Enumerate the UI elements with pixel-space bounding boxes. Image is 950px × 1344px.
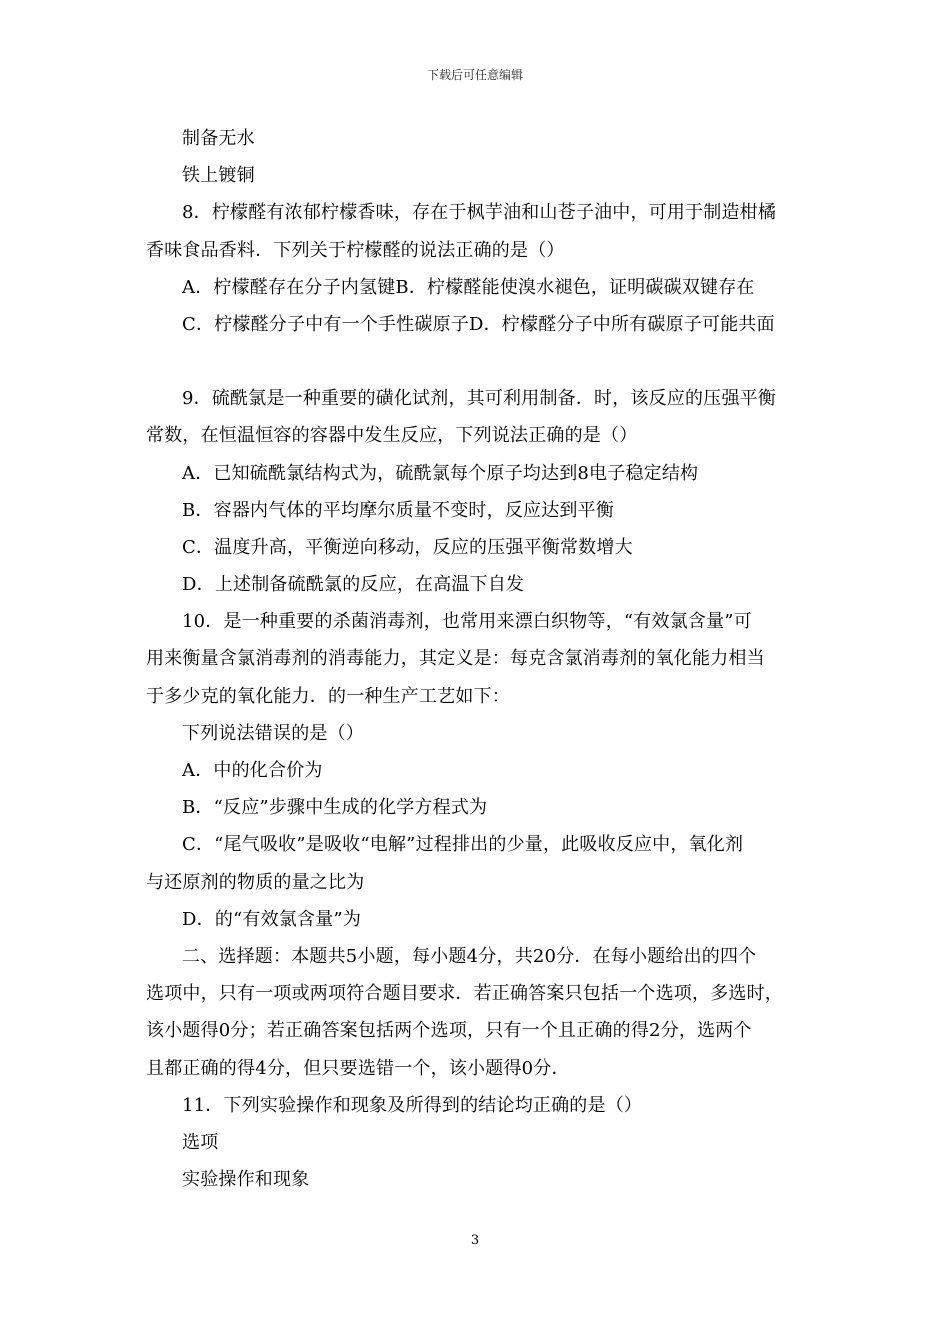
question-10-option-b: B．“反应”步骤中生成的化学方程式为 <box>182 797 488 819</box>
text-line: 制备无水 <box>182 128 255 149</box>
page-number: 3 <box>470 1233 480 1248</box>
section-2-instructions: 二、选择题：本题共5小题，每小题4分，共20分．在每小题给出的四个 <box>182 945 757 967</box>
question-10-stem: 10．是一种重要的杀菌消毒剂，也常用来漂白织物等，“有效氯含量”可 <box>182 611 752 633</box>
question-8-stem: 8．柠檬醛有浓郁柠檬香味，存在于枫芋油和山苍子油中，可用于制造柑橘 <box>182 202 777 224</box>
section-2-instructions-cont: 该小题得0分；若正确答案包括两个选项，只有一个且正确的得2分，选两个 <box>146 1020 752 1042</box>
question-8-stem-cont: 香味食品香料．下列关于柠檬醛的说法正确的是（） <box>146 239 565 261</box>
page-body <box>146 120 810 1198</box>
question-10-option-c-cont: 与还原剂的物质的量之比为 <box>146 871 365 893</box>
question-9-stem-cont: 常数，在恒温恒容的容器中发生反应，下列说法正确的是（） <box>146 425 638 447</box>
section-2-instructions-cont: 且都正确的得4分，但只要选错一个，该小题得0分． <box>146 1057 570 1079</box>
page-header: 下载后可任意编辑 <box>426 68 523 82</box>
section-2-instructions-cont: 选项中，只有一项或两项符合题目要求．若正确答案只包括一个选项，多选时， <box>146 983 783 1005</box>
table-header-operation: 实验操作和现象 <box>182 1169 310 1191</box>
question-8-options-ab: A．柠檬醛存在分子内氢键B．柠檬醛能使溴水褪色，证明碳碳双键存在 <box>182 276 755 298</box>
blank-gap <box>146 343 810 380</box>
question-9-option-a: A．已知硫酰氯结构式为，硫酰氯每个原子均达到8电子稳定结构 <box>182 462 699 484</box>
question-10-option-a: A．中的化合价为 <box>182 760 323 781</box>
question-10-stem-cont: 用来衡量含氯消毒剂的消毒能力，其定义是：每克含氯消毒剂的氧化能力相当 <box>146 648 765 670</box>
question-9-option-c: C．温度升高，平衡逆向移动，反应的压强平衡常数增大 <box>182 536 633 558</box>
question-8-options-cd: C．柠檬醛分子中有一个手性碳原子D．柠檬醛分子中所有碳原子可能共面 <box>182 313 775 335</box>
question-10-option-c: C．“尾气吸收”是吸收“电解”过程排出的少量，此吸收反应中，氧化剂 <box>182 834 744 856</box>
question-10-stem-cont: 于多少克的氧化能力．的一种生产工艺如下： <box>146 685 510 707</box>
question-9-stem: 9．硫酰氯是一种重要的磺化试剂，其可利用制备．时，该反应的压强平衡 <box>182 388 777 410</box>
question-10-option-d: D．的“有效氯含量”为 <box>182 908 362 930</box>
question-9-option-d: D．上述制备硫酰氯的反应，在高温下自发 <box>182 574 525 596</box>
question-10-prompt: 下列说法错误的是（） <box>182 722 364 744</box>
question-11-stem: 11．下列实验操作和现象及所得到的结论均正确的是（） <box>182 1094 643 1116</box>
table-header-option: 选项 <box>182 1131 219 1153</box>
text-line: 铁上镀铜 <box>182 165 255 187</box>
question-9-option-b: B．容器内气体的平均摩尔质量不变时，反应达到平衡 <box>182 499 615 521</box>
